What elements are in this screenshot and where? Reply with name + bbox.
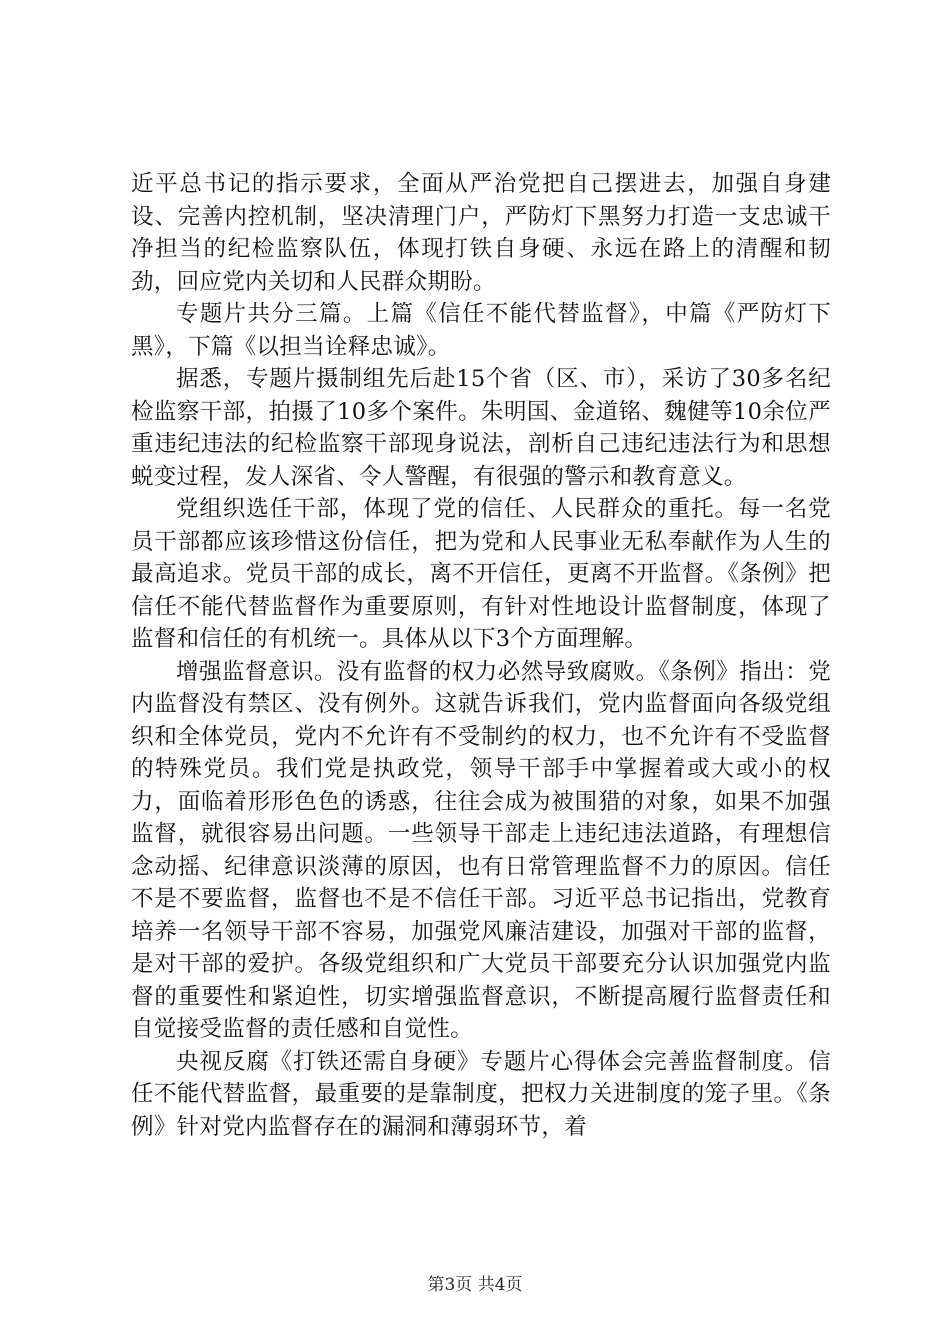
paragraph: 央视反腐《打铁还需自身硬》专题片心得体会完善监督制度。信任不能代替监督，最重要的是靠制度，把权力关进制度的笼子里。《条例》针对党内监督存在的漏洞和薄弱环节，着 bbox=[131, 1048, 831, 1140]
page-number: 第3页 共4页 bbox=[427, 1275, 523, 1295]
paragraph: 党组织选任干部，体现了党的信任、人民群众的重托。每一名党员干部都应该珍惜这份信任，把为党和人民事业无私奉献作为人生的最高追求。党员干部的成长，离不开信任，更离不开监督。《条例》把信任不能代替监督作为重要原则，有针对性地设计监督制度，体现了监督和信任的有机统一。具体从以下3个方面理解。 bbox=[131, 496, 831, 652]
document-body bbox=[131, 168, 831, 1143]
paragraph: 专题片共分三篇。上篇《信任不能代替监督》，中篇《严防灯下黑》，下篇《以担当诠释忠诚》。 bbox=[131, 301, 831, 360]
page-footer bbox=[0, 1274, 950, 1296]
paragraph: 近平总书记的指示要求，全面从严治党把自己摆进去，加强自身建设、完善内控机制，坚决清理门户，严防灯下黑努力打造一支忠诚干净担当的纪检监察队伍，体现打铁自身硬、永远在路上的清醒和韧劲，回应党内关切和人民群众期盼。 bbox=[131, 171, 831, 295]
paragraph: 据悉，专题片摄制组先后赴15个省（区、市），采访了30多名纪检监察干部，拍摄了10多个案件。朱明国、金道铭、魏健等10余位严重违纪违法的纪检监察干部现身说法，剖析自己违纪违法行为和思想蜕变过程，发人深省、令人警醒，有很强的警示和教育意义。 bbox=[131, 366, 831, 490]
paragraph: 增强监督意识。没有监督的权力必然导致腐败。《条例》指出：党内监督没有禁区、没有例外。这就告诉我们，党内监督面向各级党组织和全体党员，党内不允许有不受制约的权力，也不允许有不受监督的特殊党员。我们党是执政党，领导干部手中掌握着或大或小的权力，面临着形形色色的诱惑，往往会成为被围猎的对象，如果不加强监督，就很容易出问题。一些领导干部走上违纪违法道路，有理想信念动摇、纪律意识淡薄的原因，也有日常管理监督不力的原因。信任不是不要监督，监督也不是不信任干部。习近平总书记指出，党教育培养一名领导干部不容易，加强党风廉洁建设，加强对干部的监督，是对干部的爱护。各级党组织和广大党员干部要充分认识加强党内监督的重要性和紧迫性，切实增强监督意识，不断提高履行监督责任和自觉接受监督的责任感和自觉性。 bbox=[131, 658, 831, 1042]
